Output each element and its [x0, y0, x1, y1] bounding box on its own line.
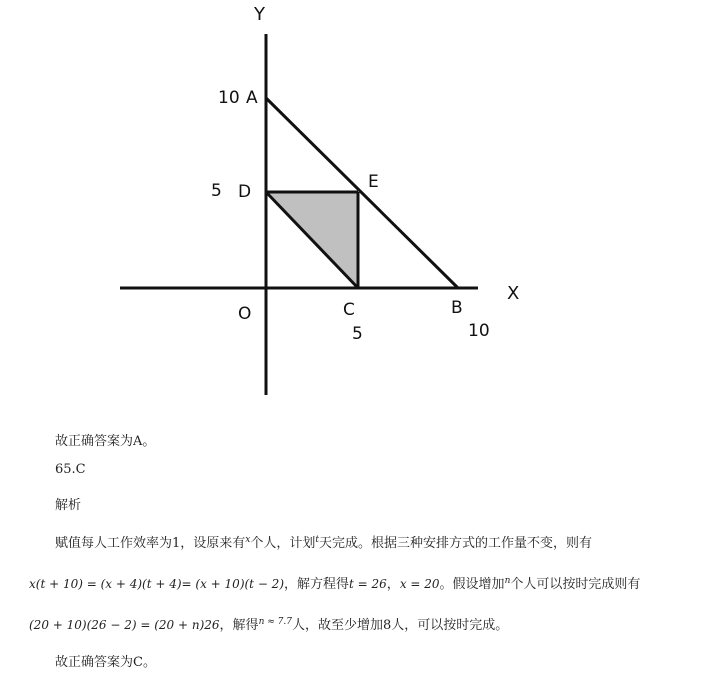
- point-o-label: O: [238, 304, 252, 324]
- point-d-label: D: [238, 182, 252, 202]
- final-answer: 故正确答案为C。: [55, 655, 156, 670]
- tick-x-5: 5: [352, 324, 363, 344]
- p3-text-a: ，解得: [219, 618, 259, 633]
- equation-2: (20 + 10)(26 − 2) = (20 + n)26: [29, 618, 220, 632]
- point-a-label: A: [246, 88, 258, 108]
- p1-text-b: 个人，计划: [250, 536, 316, 551]
- previous-answer: 故正确答案为A。: [55, 434, 156, 449]
- tick-y-10: 10: [218, 88, 240, 108]
- p2-text-a: ，解方程得: [284, 577, 350, 592]
- analysis-paragraph-3: [29, 614, 508, 633]
- solution-n: n ≈ 7.7: [258, 617, 292, 627]
- point-e-label: E: [368, 172, 379, 192]
- var-t: t: [315, 535, 319, 545]
- analysis-paragraph-2: [29, 573, 640, 592]
- solution-t: t = 26: [349, 577, 387, 591]
- equation-1: x(t + 10) = (x + 4)(t + 4)= (x + 10)(t − 2): [29, 577, 284, 591]
- var-x: x: [245, 535, 251, 545]
- p2-text-c: 个人可以按时完成则有: [510, 577, 641, 592]
- point-c-label: C: [343, 300, 355, 320]
- x-axis-label: X: [507, 283, 520, 304]
- tick-x-10: 10: [468, 321, 490, 341]
- p1-text-a: 赋值每人工作效率为1，设原来有: [55, 536, 246, 551]
- analysis-heading: 解析: [55, 498, 82, 513]
- p2-text-b: 。假设增加: [439, 577, 505, 592]
- var-n: n: [504, 576, 511, 586]
- p2-comma: ，: [386, 577, 400, 592]
- point-b-label: B: [451, 298, 463, 318]
- y-axis-label: Y: [254, 4, 265, 25]
- tick-y-5: 5: [211, 181, 222, 201]
- question-number: 65.C: [55, 462, 86, 477]
- p3-text-b: 人，故至少增加8人，可以按时完成。: [291, 618, 509, 633]
- analysis-paragraph-1: [55, 532, 592, 551]
- p1-text-c: 天完成。根据三种安排方式的工作量不变，则有: [319, 536, 593, 551]
- solution-x: x = 20: [399, 577, 440, 591]
